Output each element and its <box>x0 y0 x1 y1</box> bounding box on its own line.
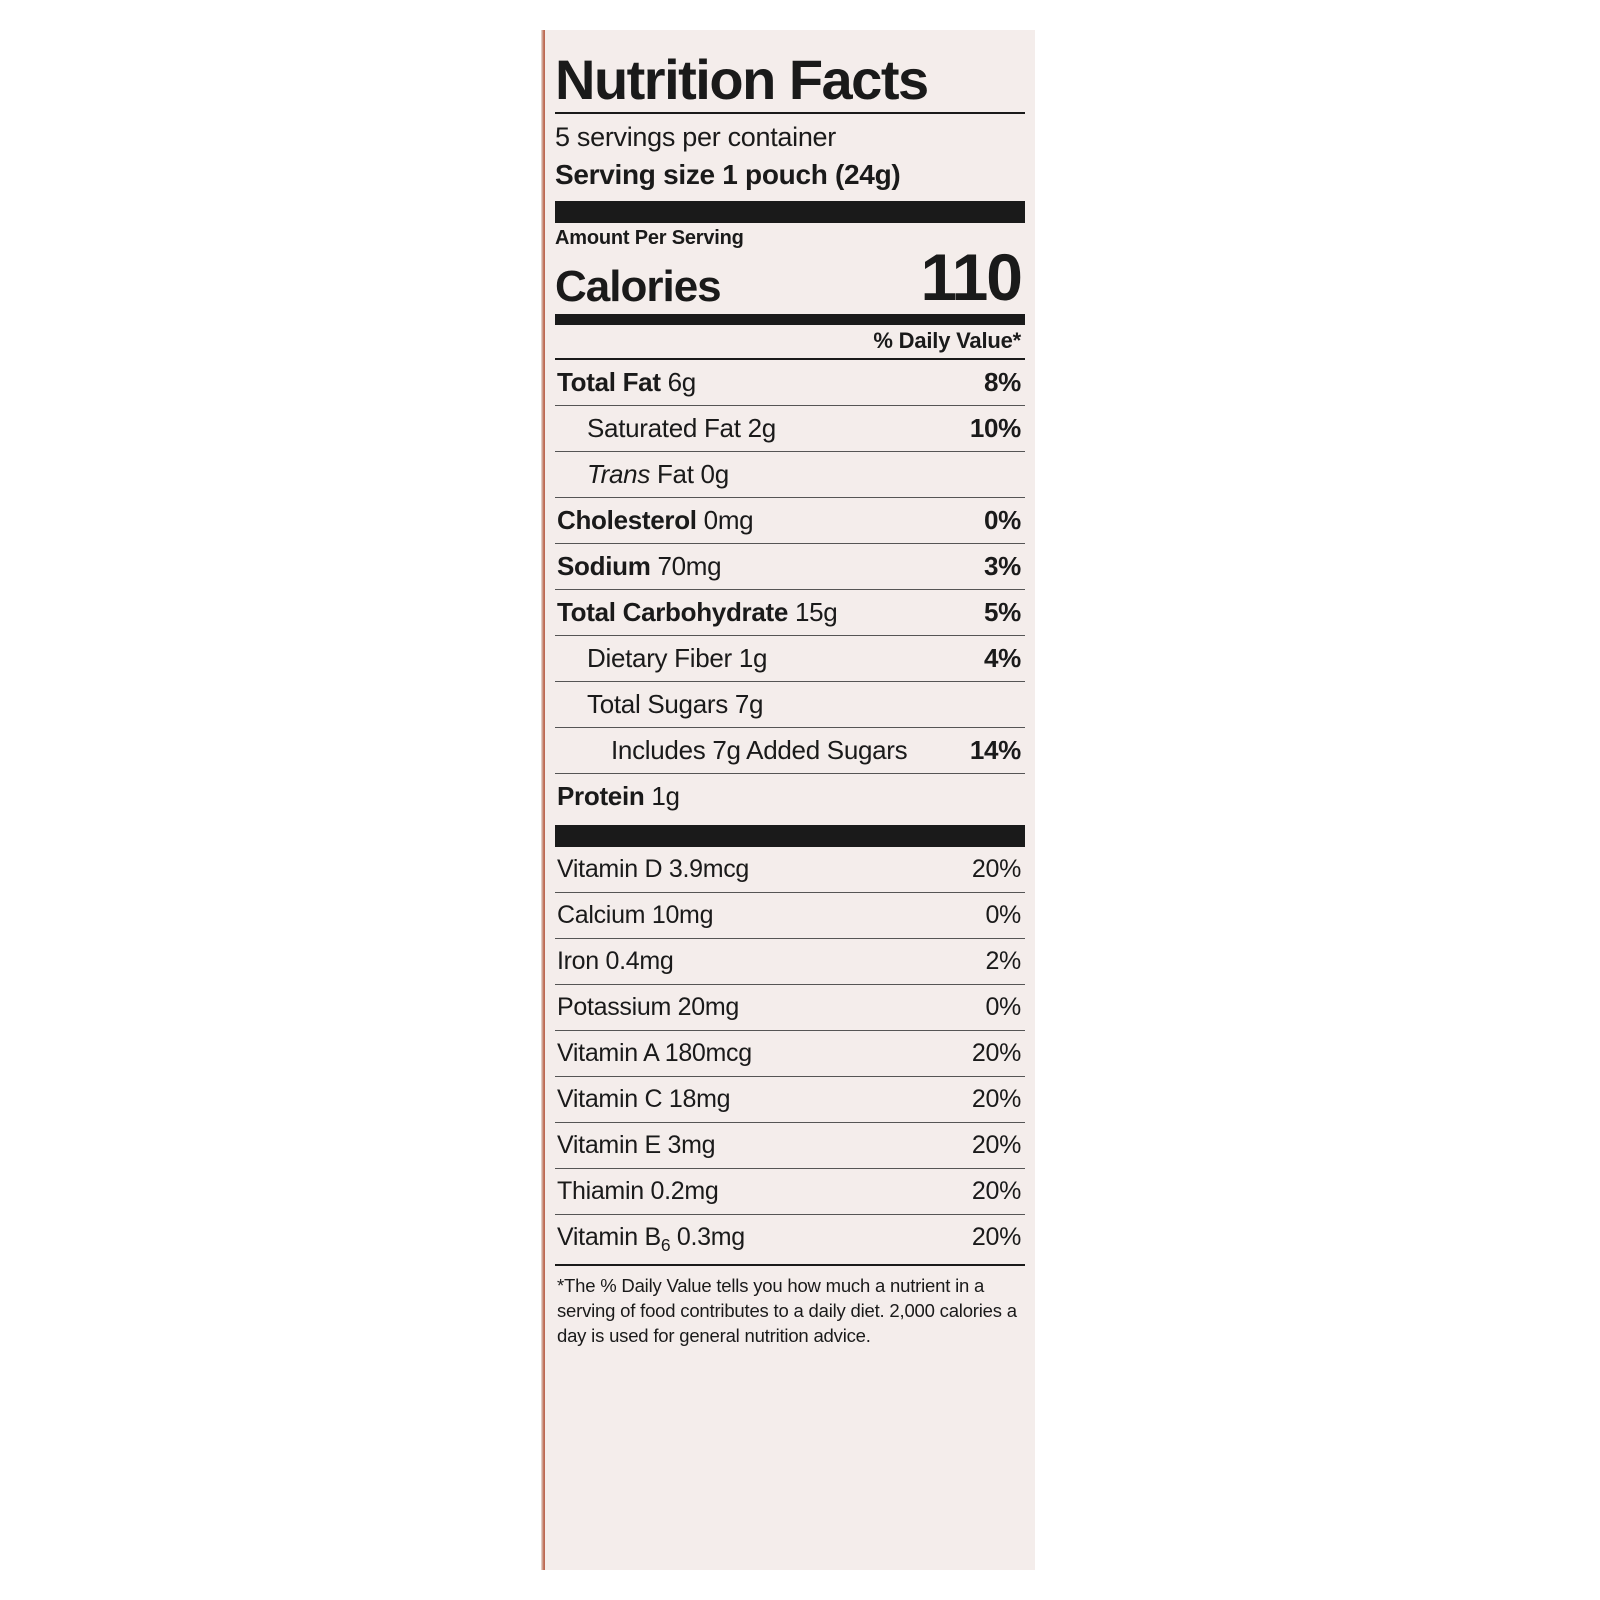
nutrient-name: Dietary Fiber 1g <box>587 643 768 673</box>
amount-per-serving-label: Amount Per Serving <box>555 227 744 249</box>
nutrient-row <box>555 636 1025 681</box>
nutrition-facts-panel <box>545 30 1035 1570</box>
vitamin-row <box>555 893 1025 938</box>
vitamin-percent: 2% <box>985 947 1021 975</box>
nutrient-row <box>555 544 1025 589</box>
vitamin-name: Vitamin D 3.9mcg <box>557 855 750 883</box>
vitamin-row <box>555 847 1025 892</box>
nutrient-percent: 4% <box>984 643 1021 673</box>
nutrient-percent: 8% <box>984 367 1021 397</box>
daily-value-header: % Daily Value* <box>873 328 1021 353</box>
nutrient-row <box>555 498 1025 543</box>
nutrient-name: Sodium 70mg <box>557 551 722 581</box>
nutrient-row <box>555 360 1025 405</box>
vitamin-row <box>555 1031 1025 1076</box>
nutrient-name: Includes 7g Added Sugars <box>611 735 908 765</box>
vitamin-percent: 20% <box>971 855 1021 883</box>
nutrient-row <box>555 590 1025 635</box>
divider-medium <box>555 314 1025 325</box>
vitamin-name: Vitamin E 3mg <box>557 1131 716 1159</box>
vitamin-name: Iron 0.4mg <box>557 947 674 975</box>
nutrient-name: Total Carbohydrate 15g <box>557 597 838 627</box>
page-title: Nutrition Facts <box>555 48 928 111</box>
vitamin-row <box>555 1215 1025 1264</box>
nutrient-row <box>555 452 1025 497</box>
calories-value: 110 <box>920 240 1021 314</box>
nutrient-row <box>555 406 1025 451</box>
vitamin-row <box>555 1077 1025 1122</box>
vitamin-name: Vitamin $B_6$ 0.3mg <box>557 1223 745 1255</box>
nutrient-name: Saturated Fat 2g <box>587 413 776 443</box>
vitamin-percent: 20% <box>971 1039 1021 1067</box>
vitamin-name: Vitamin A 180mcg <box>557 1039 752 1067</box>
nutrient-row <box>555 682 1025 727</box>
footnote: *The % Daily Value tells you how much a nutrient in a serving of food contributes to a daily diet. 2,000 calories a day is used for general nutrition advice. <box>557 1275 1017 1346</box>
nutrient-row <box>555 728 1025 773</box>
nutrient-name: Protein 1g <box>557 781 680 811</box>
nutrient-name: Cholesterol 0mg <box>557 505 754 535</box>
vitamin-percent: 20% <box>971 1223 1021 1251</box>
serving-size: Serving size 1 pouch (24g) <box>555 159 901 190</box>
nutrient-percent: 14% <box>969 735 1021 765</box>
vitamin-percent: 0% <box>985 901 1021 929</box>
nutrient-percent: 10% <box>969 413 1021 443</box>
servings-per-container: 5 servings per container <box>555 122 836 152</box>
vitamin-percent: 0% <box>985 993 1021 1021</box>
vitamin-percent: 20% <box>971 1131 1021 1159</box>
vitamin-name: Calcium 10mg <box>557 901 714 929</box>
calories-row <box>555 240 1025 314</box>
divider-thick-top <box>555 201 1025 223</box>
nutrient-percent: 5% <box>984 597 1021 627</box>
nutrient-list <box>555 360 1025 819</box>
nutrient-percent: 0% <box>984 505 1021 535</box>
vitamin-percent: 20% <box>971 1085 1021 1113</box>
nutrient-name: Trans Fat 0g <box>587 459 729 489</box>
divider-thick-bottom <box>555 825 1025 847</box>
vitamin-row <box>555 939 1025 984</box>
vitamin-row <box>555 1123 1025 1168</box>
vitamin-row <box>555 985 1025 1030</box>
nutrient-percent: 3% <box>984 551 1021 581</box>
vitamin-name: Vitamin C 18mg <box>557 1085 731 1113</box>
vitamin-percent: 20% <box>971 1177 1021 1205</box>
nutrient-name: Total Sugars 7g <box>587 689 764 719</box>
vitamin-row <box>555 1169 1025 1214</box>
vitamin-list <box>555 847 1025 1264</box>
nutrient-row <box>555 774 1025 819</box>
nutrient-name: Total Fat 6g <box>557 367 696 397</box>
vitamin-name: Thiamin 0.2mg <box>557 1177 719 1205</box>
vitamin-name: Potassium 20mg <box>557 993 739 1021</box>
calories-label: Calories <box>555 261 721 311</box>
